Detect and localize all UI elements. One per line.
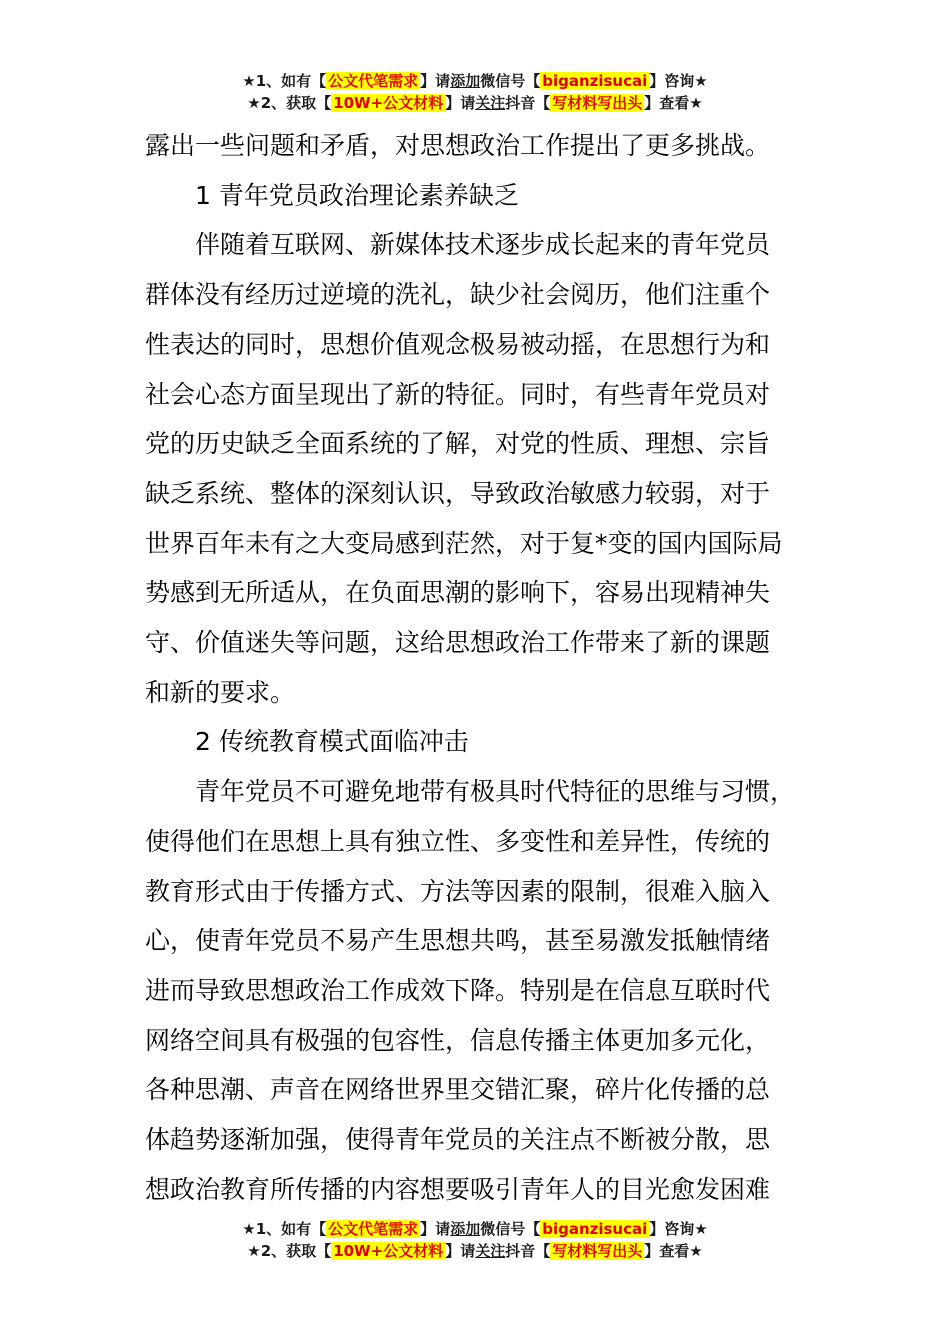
banner-text: 】查看★ [644, 1242, 703, 1260]
text-line: 缺乏系统、整体的深刻认识，导致政治敏感力较弱，对于 [145, 478, 771, 508]
text-line: 使得他们在思想上具有独立性、多变性和差异性，传统的 [145, 826, 771, 856]
banner-text: ★2、获取【 [247, 1242, 332, 1260]
text-line: 社会心态方面呈现出了新的特征。同时，有些青年党员对 [145, 379, 771, 409]
text-line: 世界百年未有之大变局感到茫然，对于复*变的国内国际局 [145, 528, 783, 558]
text-line: 体趋势逐渐加强，使得青年党员的关注点不断被分散，思 [145, 1125, 771, 1155]
highlight-tag: biganzisucai [542, 1220, 648, 1238]
text-line: 心，使青年党员不易产生思想共鸣，甚至易激发抵触情绪 [145, 926, 771, 956]
footer-banner [0, 1218, 950, 1262]
text-line: 想政治教育所传播的内容想要吸引青年人的目光愈发困难 [145, 1174, 771, 1204]
text-line: 群体没有经历过逆境的洗礼，缺少社会阅历，他们注重个 [145, 280, 771, 310]
banner-text: 】请 [420, 72, 451, 90]
banner-text: 】咨询★ [649, 1220, 708, 1238]
highlight-tag: 写材料写出头 [552, 94, 643, 112]
section-heading: 2 传统教育模式面临冲击 [195, 727, 469, 757]
text-line: 青年党员不可避免地带有极具时代特征的思维与习惯， [195, 777, 796, 807]
text-line: 党的历史缺乏全面系统的了解，对党的性质、理想、宗旨 [145, 429, 771, 459]
banner-text: 微信号【 [480, 72, 541, 90]
highlight-tag: 10W+公文材料 [333, 94, 444, 112]
banner-text: 】请 [445, 94, 476, 112]
highlight-tag: 写材料写出头 [552, 1242, 643, 1260]
header-banner [0, 70, 950, 114]
banner-text: ★1、如有【 [242, 72, 327, 90]
banner-text: ★1、如有【 [242, 1220, 327, 1238]
banner-text: 抖音【 [505, 94, 551, 112]
text-line: 伴随着互联网、新媒体技术逐步成长起来的青年党员 [195, 230, 771, 260]
text-line: 势感到无所适从，在负面思潮的影响下，容易出现精神失 [145, 578, 771, 608]
banner-text: 】查看★ [644, 94, 703, 112]
underlined-text: 关注 [475, 1242, 506, 1260]
banner-line-1 [0, 1218, 950, 1240]
highlight-tag: 10W+公文材料 [333, 1242, 444, 1260]
banner-text: 微信号【 [480, 1220, 541, 1238]
text-line: 露出一些问题和矛盾，对思想政治工作提出了更多挑战。 [145, 131, 771, 160]
text-line: 网络空间具有极强的包容性，信息传播主体更加多元化， [145, 1025, 771, 1055]
highlight-tag: 公文代笔需求 [328, 72, 419, 90]
text-line: 进而导致思想政治工作成效下降。特别是在信息互联时代 [145, 975, 771, 1005]
underlined-text: 添加 [450, 1220, 481, 1238]
banner-text: 】请 [445, 1242, 476, 1260]
banner-text: 抖音【 [505, 1242, 551, 1260]
banner-line-1 [0, 70, 950, 92]
underlined-text: 关注 [475, 94, 506, 112]
banner-text: ★2、获取【 [247, 94, 332, 112]
document-body [145, 121, 835, 1214]
text-line: 守、价值迷失等问题，这给思想政治工作带来了新的课题 [145, 628, 771, 658]
text-line: 各种思潮、声音在网络世界里交错汇聚，碎片化传播的总 [145, 1075, 771, 1105]
text-line: 和新的要求。 [145, 677, 296, 707]
banner-text: 】请 [420, 1220, 451, 1238]
banner-line-2 [0, 92, 950, 114]
highlight-tag: 公文代笔需求 [328, 1220, 419, 1238]
text-line: 教育形式由于传播方式、方法等因素的限制，很难入脑入 [145, 876, 771, 906]
underlined-text: 添加 [450, 72, 481, 90]
highlight-tag: biganzisucai [542, 72, 648, 90]
section-heading: 1 青年党员政治理论素养缺乏 [195, 180, 519, 210]
text-line: 性表达的同时，思想价值观念极易被动摇，在思想行为和 [145, 329, 771, 359]
banner-text: 】咨询★ [649, 72, 708, 90]
banner-line-2 [0, 1240, 950, 1262]
